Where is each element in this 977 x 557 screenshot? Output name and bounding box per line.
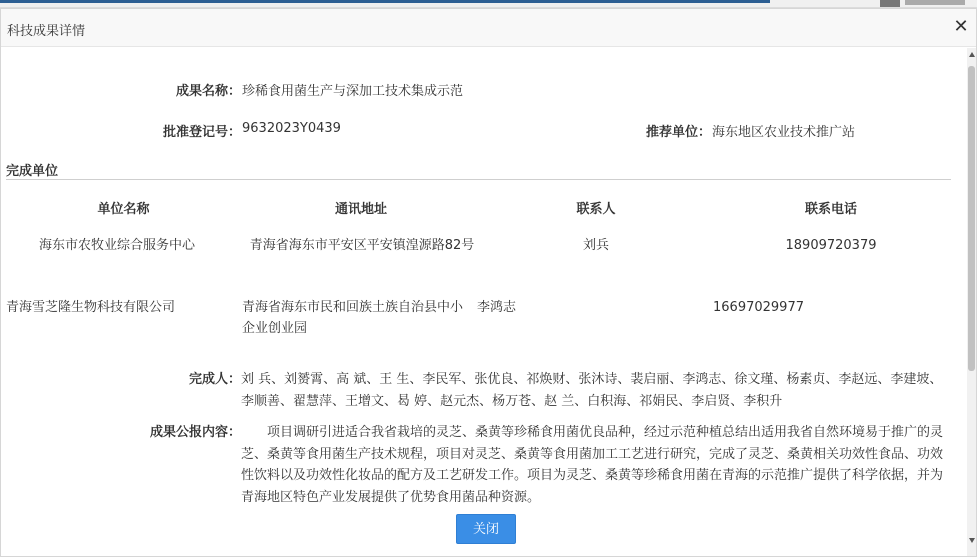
achievement-name-value: 珍稀食用菌生产与深加工技术集成示范	[242, 84, 464, 99]
section-divider	[6, 179, 951, 180]
achievement-name-label: 成果名称：	[175, 84, 241, 99]
background-accent-line	[0, 0, 770, 3]
unit-address-cell: 青海省海东市民和回族土族自治县中小企业创业园	[242, 300, 464, 336]
unit-phone-cell: 16697029977	[713, 300, 804, 315]
unit-name-cell: 青海雪芝隆生物科技有限公司	[6, 300, 176, 315]
background-icon	[880, 0, 900, 7]
members-value: 刘 兵、刘赟霄、高 斌、王 生、李民军、张优良、祁焕财、张沐诗、裴启丽、李鸿志、徐文瑾、杨素贞、李赵远、李建坡、李顺善、翟慧萍、王增文、曷 婷、赵元杰、杨万苍、赵 兰、白积海、祁娟民、李启贤、李积升	[241, 372, 943, 409]
section-title-units: 完成单位	[6, 164, 59, 179]
unit-phone-cell: 18909720379	[785, 238, 877, 253]
summary-label: 成果公报内容：	[149, 425, 241, 440]
scroll-up-arrow-icon[interactable]	[969, 52, 975, 57]
unit-contact-cell: 刘兵	[582, 238, 609, 253]
recommending-unit-label: 推荐单位：	[645, 125, 711, 140]
background-window-strip	[0, 0, 977, 8]
registration-number-value: 9632023Y0439	[242, 121, 341, 136]
col-header-address: 通讯地址	[334, 202, 387, 217]
recommending-unit-value: 海东地区农业技术推广站	[712, 125, 856, 140]
unit-name-cell: 海东市农牧业综合服务中心	[39, 238, 196, 253]
col-header-phone: 联系电话	[804, 202, 857, 217]
dialog-titlebar	[1, 9, 976, 47]
scrollbar-thumb[interactable]	[968, 66, 975, 371]
registration-number-label: 批准登记号：	[162, 125, 241, 140]
col-header-contact: 联系人	[576, 202, 616, 217]
members-label: 完成人：	[188, 372, 241, 387]
dialog-content[interactable]	[1, 48, 967, 556]
summary-value: 项目调研引进适合我省栽培的灵芝、桑黄等珍稀食用菌优良品种，经过示范种植总结出适用我省自然环境易于推广的灵芝、桑黄等食用菌生产技术规程，项目对灵芝、桑黄等食用菌加工工艺进行研究，完成了灵芝、桑黄相关功效性食品、功效性饮料以及功效性化妆品的配方及工艺研发工作。项目为灵芝、桑黄等珍稀食用菌在青海的示范推广提供了科学依据，并为青海地区特色产业发展提供了优势食用菌品种资源。	[241, 425, 944, 505]
close-icon[interactable]: ✕	[953, 16, 969, 37]
col-header-unit-name: 单位名称	[97, 202, 150, 217]
achievement-detail-dialog	[0, 8, 977, 557]
unit-contact-cell: 李鸿志	[477, 300, 517, 315]
unit-address-cell: 青海省海东市平安区平安镇湟源路82号	[249, 238, 475, 253]
scroll-down-arrow-icon[interactable]	[969, 538, 975, 543]
background-text	[905, 0, 965, 5]
dialog-title: 科技成果详情	[7, 24, 86, 39]
vertical-scrollbar[interactable]	[967, 48, 976, 556]
close-button[interactable]: 关闭	[456, 514, 516, 544]
